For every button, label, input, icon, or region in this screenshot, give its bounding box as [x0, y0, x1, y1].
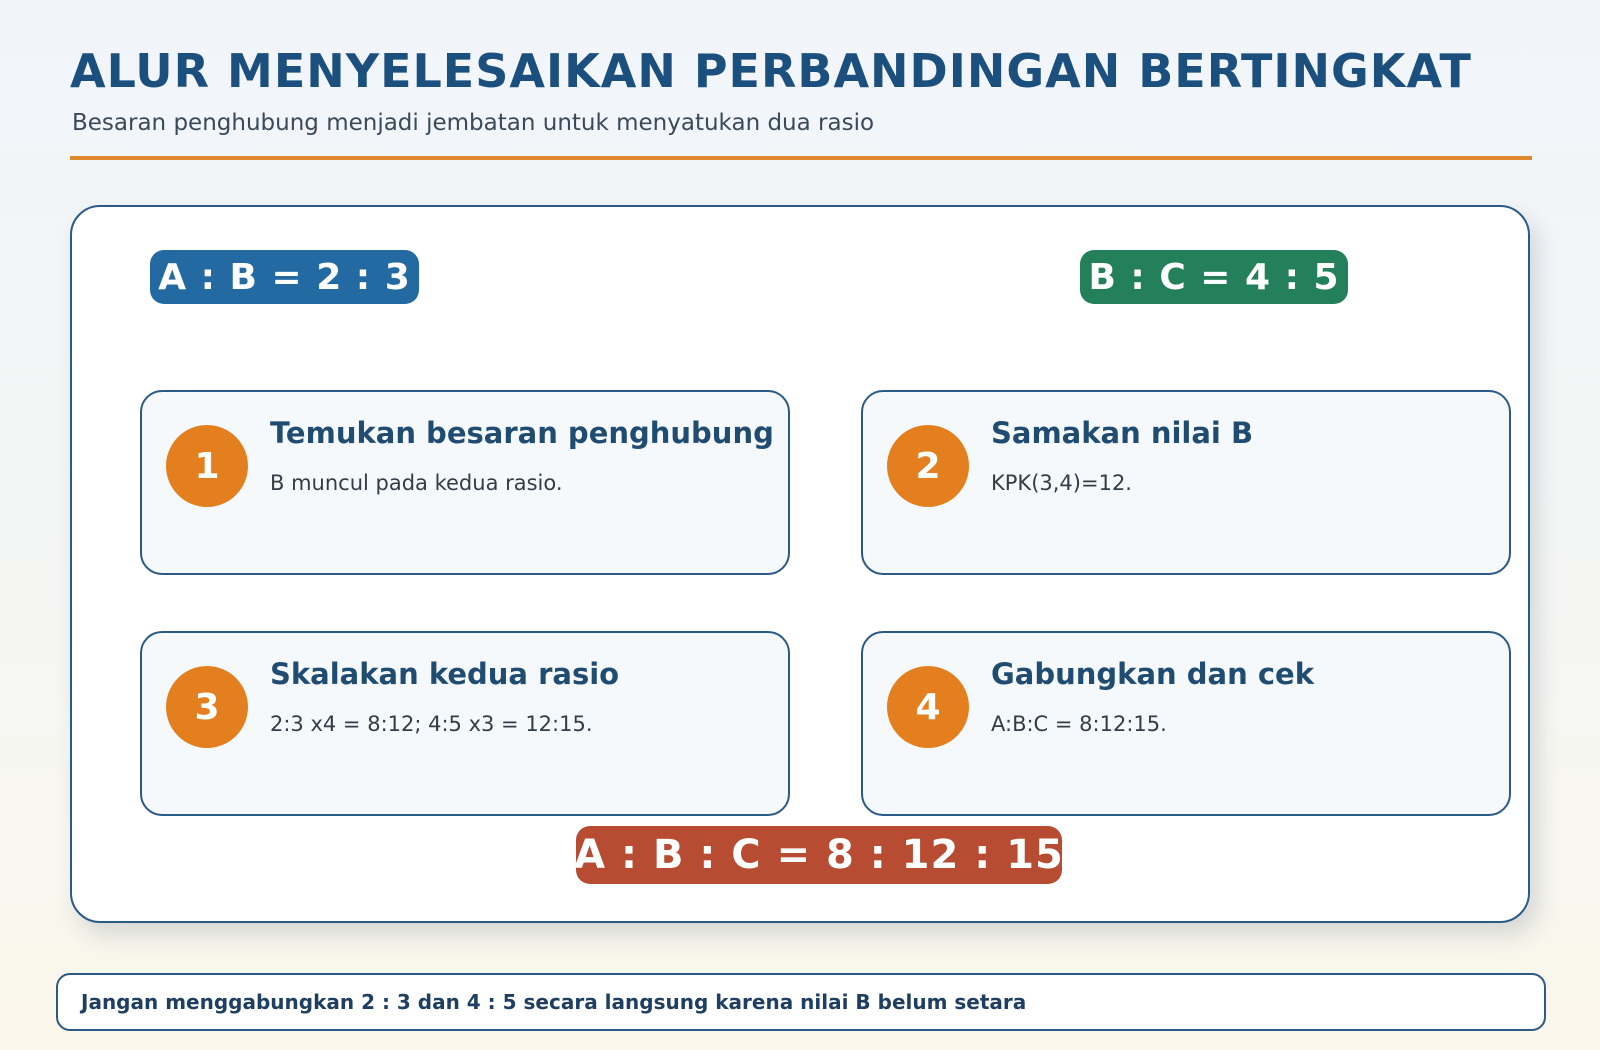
- page-title: ALUR MENYELESAIKAN PERBANDINGAN BERTINGKAT: [70, 44, 1472, 98]
- page-subtitle: Besaran penghubung menjadi jembatan untuk menyatukan dua rasio: [72, 110, 875, 136]
- step-number-badge: 3: [166, 666, 248, 748]
- step-number-badge: 1: [166, 425, 248, 507]
- step-title: Skalakan kedua rasio: [270, 657, 620, 691]
- ratio-ab-badge: A : B = 2 : 3: [150, 250, 419, 304]
- step-title: Gabungkan dan cek: [991, 657, 1314, 691]
- ratio-result-badge: A : B : C = 8 : 12 : 15: [576, 826, 1062, 884]
- step-description: B muncul pada kedua rasio.: [270, 471, 563, 495]
- step-title: Samakan nilai B: [991, 416, 1254, 450]
- warning-note: Jangan menggabungkan 2 : 3 dan 4 : 5 secara langsung karena nilai B belum setara: [56, 973, 1546, 1031]
- title-divider: [70, 156, 1532, 160]
- step-description: 2:3 x4 = 8:12; 4:5 x3 = 12:15.: [270, 712, 593, 736]
- step-card-3: [140, 631, 790, 816]
- ratio-bc-badge: B : C = 4 : 5: [1080, 250, 1348, 304]
- step-card-4: [861, 631, 1511, 816]
- step-description: KPK(3,4)=12.: [991, 471, 1132, 495]
- step-description: A:B:C = 8:12:15.: [991, 712, 1167, 736]
- step-number-badge: 2: [887, 425, 969, 507]
- step-card-2: [861, 390, 1511, 575]
- step-title: Temukan besaran penghubung: [270, 416, 774, 450]
- step-card-1: [140, 390, 790, 575]
- step-number-badge: 4: [887, 666, 969, 748]
